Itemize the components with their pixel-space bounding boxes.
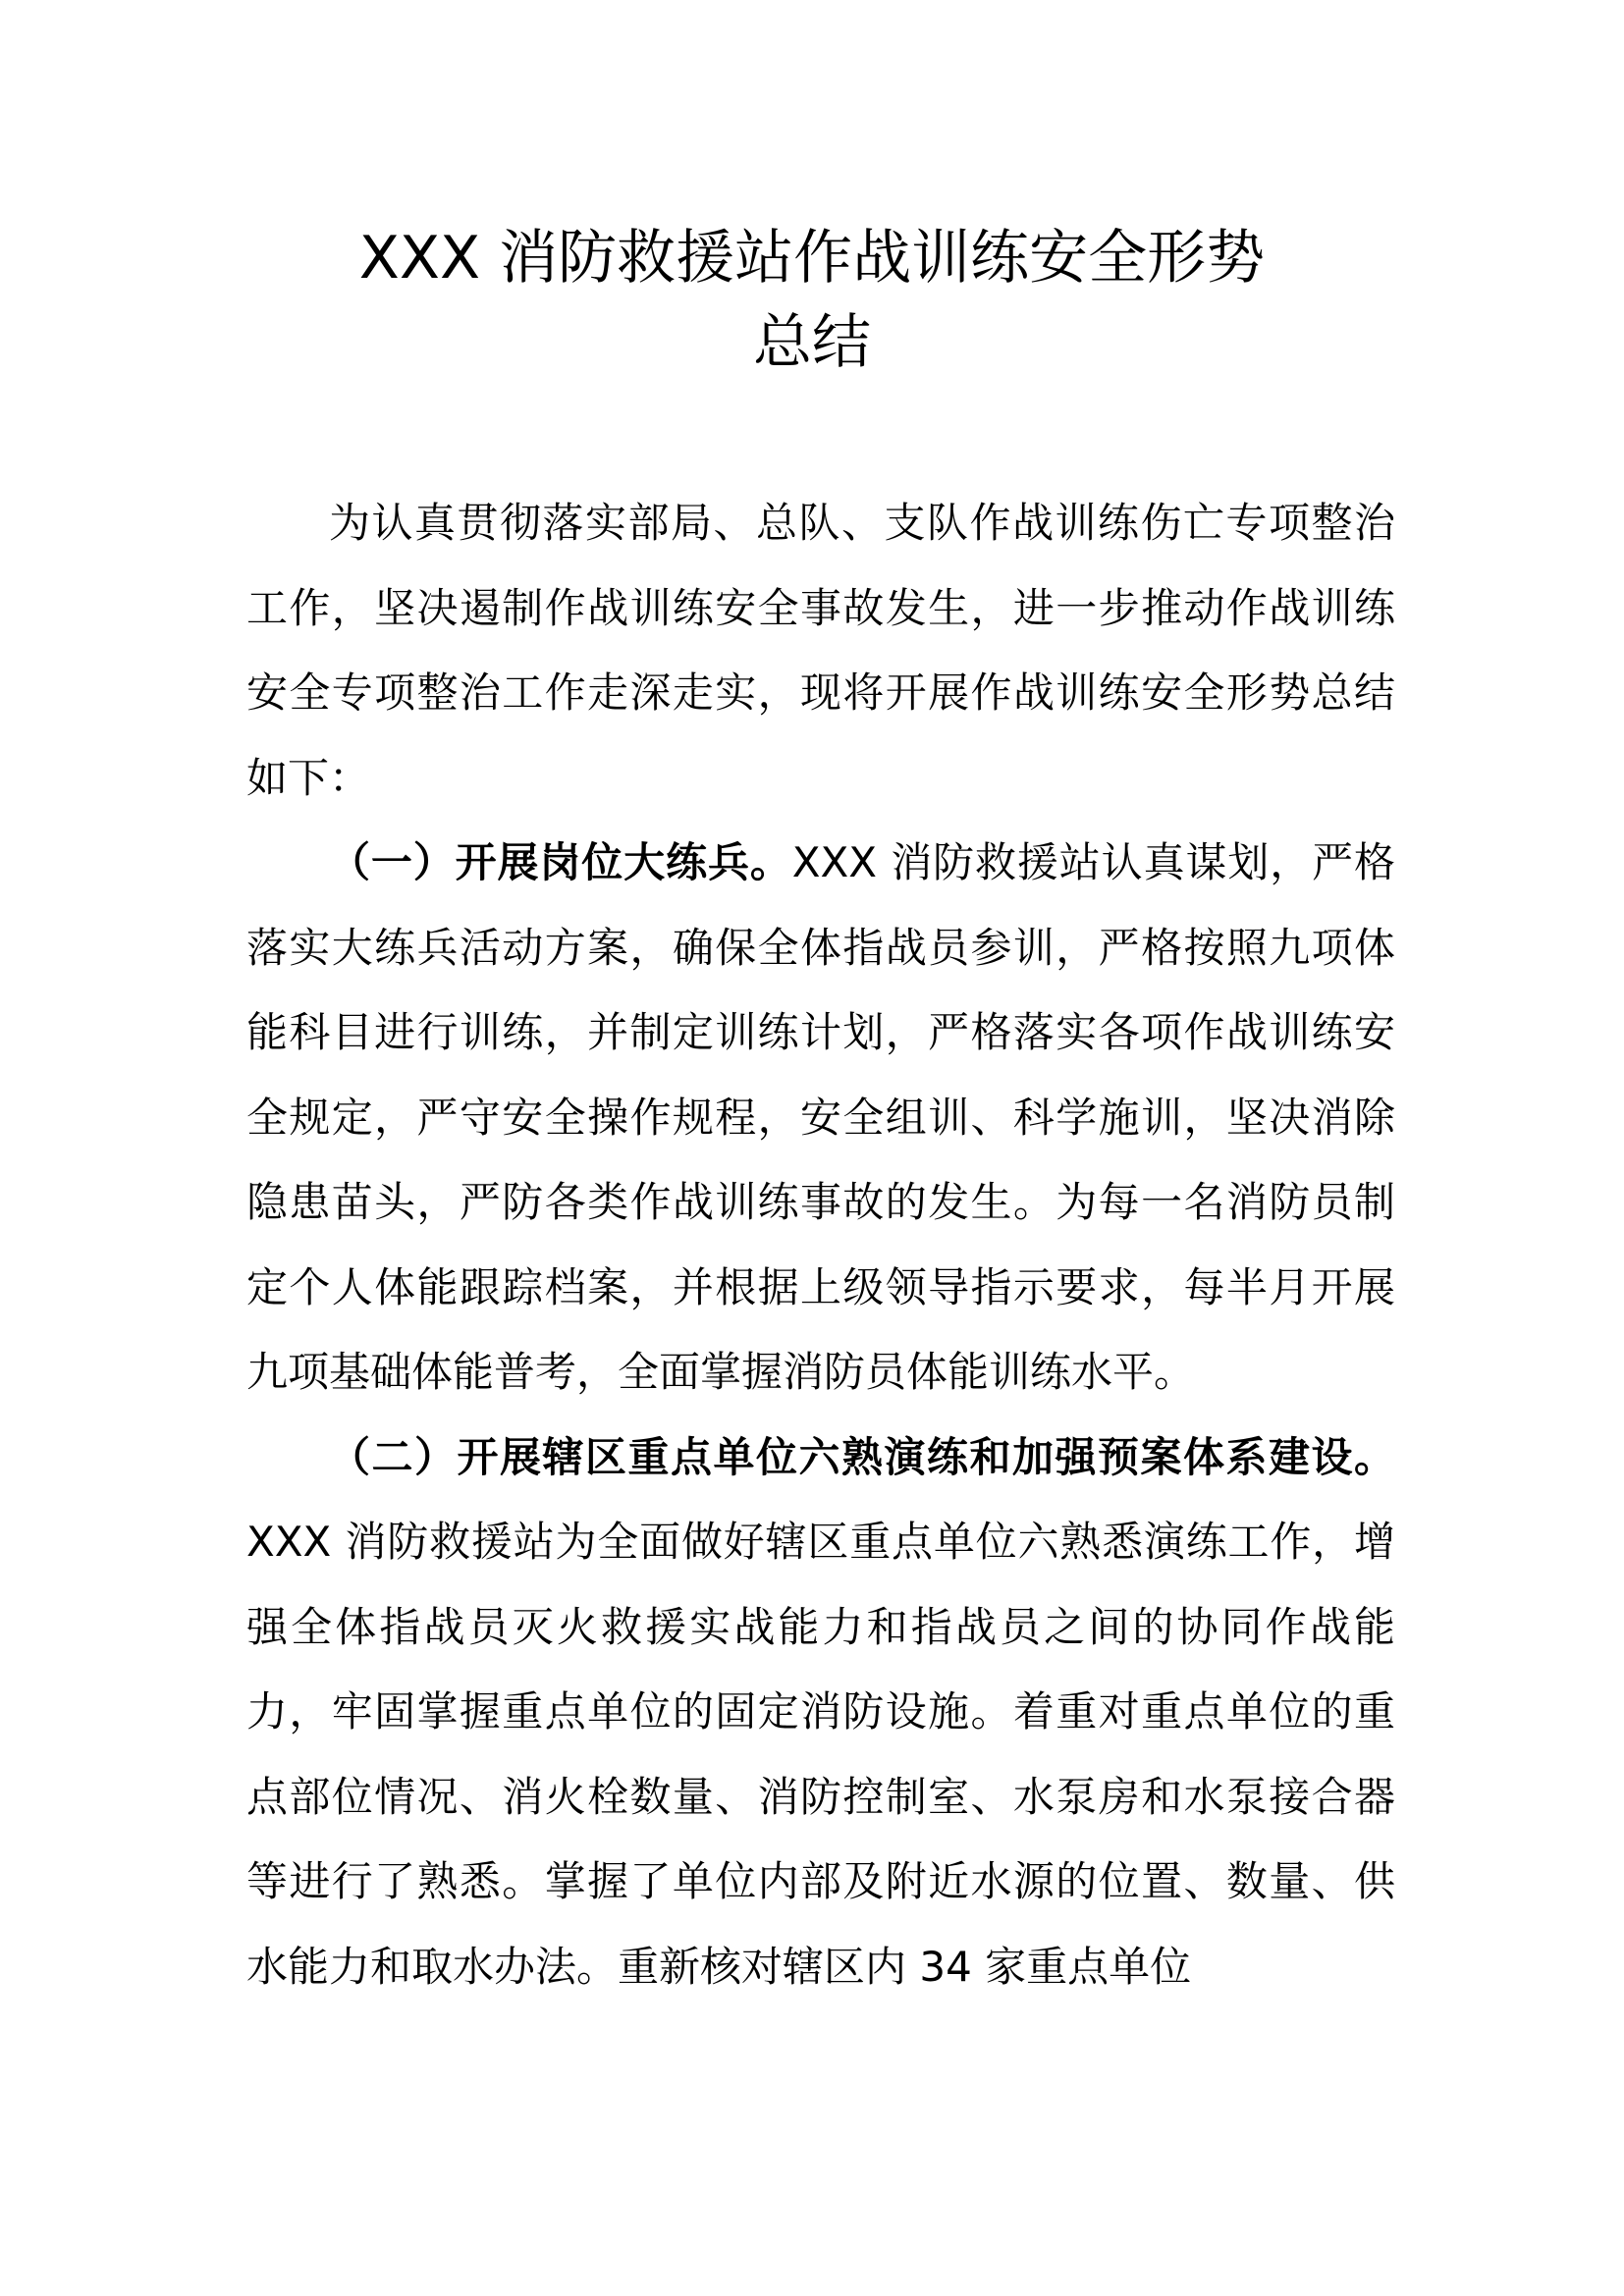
section-2-text: XXX 消防救援站为全面做好辖区重点单位六熟悉演练工作，增强全体指战员灭火救援实战能力和指战员之间的协同作战能力，牢固掌握重点单位的固定消防设施。着重对重点单位的重点部位情况、消火栓数量、消防控制室、水泵房和水泵接合器等进行了熟悉。掌握了单位内部及附近水源的位置、数量、供水能力和取水办法。重新核对辖区内 34 家重点单位 <box>246 1518 1395 1991</box>
intro-paragraph: 为认真贯彻落实部局、总队、支队作战训练伤亡专项整治工作，坚决遏制作战训练安全事故发生，进一步推动作战训练安全专项整治工作走深走实，现将开展作战训练安全形势总结如下： <box>246 499 1395 802</box>
section-1-paragraph <box>246 821 1395 1415</box>
title-line-1: XXX 消防救援站作战训练安全形势 <box>358 224 1266 293</box>
title-line-2: 总结 <box>753 308 871 377</box>
section-1-text: XXX 消防救援站认真谋划，严格落实大练兵活动方案，确保全体指战员参训，严格按照九项体能科目进行训练，并制定训练计划，严格落实各项作战训练安全规定，严守安全操作规程，安全组训、科学施训，坚决消除隐患苗头，严防各类作战训练事故的发生。为每一名消防员制定个人体能跟踪档案，并根据上级领导指示要求，每半月开展九项基础体能普考，全面掌握消防员体能训练水平。 <box>246 838 1395 1396</box>
section-2-heading: （二）开展辖区重点单位六熟演练和加强预案体系建设。 <box>329 1432 1395 1481</box>
document-title <box>0 216 1624 385</box>
section-2-paragraph <box>246 1415 1395 2010</box>
document-body <box>246 481 1395 2009</box>
section-1-heading: （一）开展岗位大练兵。 <box>329 838 792 886</box>
